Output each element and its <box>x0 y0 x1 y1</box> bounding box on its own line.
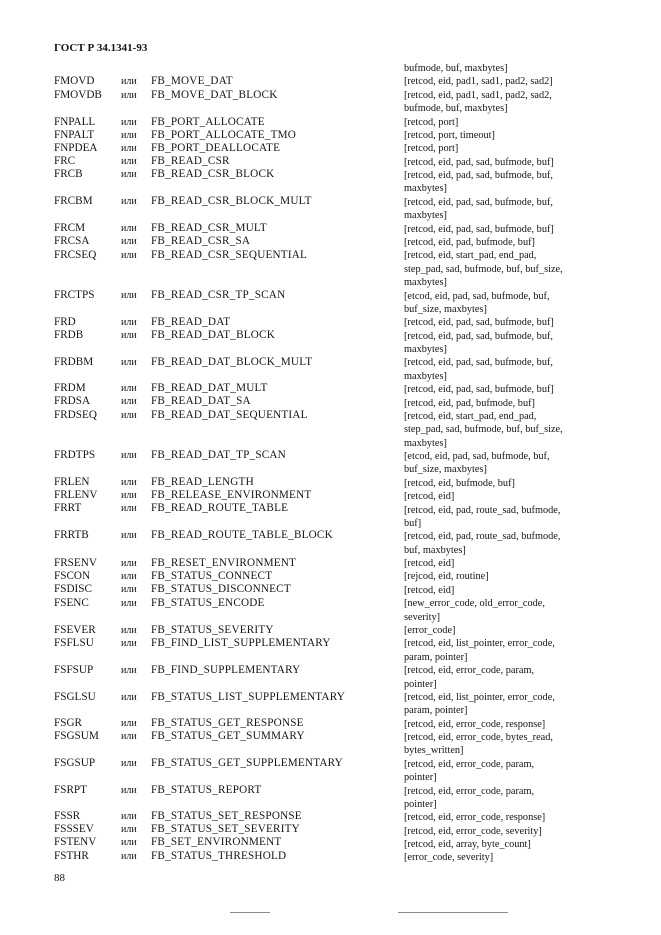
entry-abbreviation: FSFLSU <box>54 637 94 649</box>
entry-row <box>0 89 661 102</box>
entry-abbreviation: FRC <box>54 155 76 167</box>
entry-or-word: или <box>121 396 137 407</box>
argument-line: [retcod, eid, error_code, response] <box>404 718 546 730</box>
entry-row <box>0 249 661 262</box>
entry-row <box>0 116 661 129</box>
entry-function-name: FB_READ_ROUTE_TABLE_BLOCK <box>151 529 333 541</box>
entry-abbreviation: FRRTB <box>54 529 89 541</box>
entry-function-name: FB_READ_DAT_TP_SCAN <box>151 449 286 461</box>
entry-or-word: или <box>121 718 137 729</box>
entry-abbreviation: FRCSEQ <box>54 249 97 261</box>
entry-row <box>0 784 661 797</box>
bottom-rule <box>230 912 270 913</box>
entry-function-name: FB_READ_DAT_SEQUENTIAL <box>151 409 308 421</box>
argument-line: [retcod, eid, pad, sad, bufmode, buf] <box>404 223 554 235</box>
argument-line: [retcod, eid, bufmode, buf] <box>404 477 515 489</box>
entry-row <box>0 502 661 515</box>
entry-row <box>0 316 661 329</box>
entry-function-name: FB_MOVE_DAT <box>151 75 233 87</box>
entry-or-word: или <box>121 558 137 569</box>
entry-function-name: FB_READ_CSR_SEQUENTIAL <box>151 249 308 261</box>
entry-or-word: или <box>121 731 137 742</box>
argument-line: [retcod, eid, start_pad, end_pad, <box>404 410 537 422</box>
entry-function-name: FB_STATUS_DISCONNECT <box>151 583 291 595</box>
argument-line: pointer] <box>404 798 437 810</box>
entry-or-word: или <box>121 490 137 501</box>
entry-abbreviation: FRDSEQ <box>54 409 97 421</box>
entry-function-name: FB_READ_DAT_BLOCK <box>151 329 275 341</box>
entry-or-word: или <box>121 837 137 848</box>
argument-line: [retcod, eid, pad, sad, bufmode, buf] <box>404 384 554 396</box>
entry-abbreviation: FSSR <box>54 810 81 822</box>
entry-abbreviation: FRLENV <box>54 489 98 501</box>
entry-function-name: FB_READ_CSR_SA <box>151 235 251 247</box>
entry-or-word: или <box>121 90 137 101</box>
entry-or-word: или <box>121 811 137 822</box>
entry-row <box>0 557 661 570</box>
entry-or-word: или <box>121 156 137 167</box>
argument-line: bufmode, buf, maxbytes] <box>404 103 508 115</box>
argument-line: maxbytes] <box>404 210 447 222</box>
entry-function-name: FB_FIND_SUPPLEMENTARY <box>151 664 301 676</box>
argument-line: buf, maxbytes] <box>404 544 466 556</box>
entry-row <box>0 583 661 596</box>
entry-or-word: или <box>121 143 137 154</box>
argument-line: [retcod, eid, pad, sad, bufmode, buf] <box>404 156 554 168</box>
entry-function-name: FB_STATUS_REPORT <box>151 784 262 796</box>
entry-row <box>0 823 661 836</box>
entry-abbreviation: FSDISC <box>54 583 92 595</box>
entry-row <box>0 810 661 823</box>
entry-function-name: FB_SET_ENVIRONMENT <box>151 836 282 848</box>
entry-row <box>0 449 661 462</box>
argument-line: [retcod, eid, pad, bufmode, buf] <box>404 397 535 409</box>
entry-row <box>0 195 661 208</box>
argument-line: buf_size, maxbytes] <box>404 464 487 476</box>
argument-line: [retcod, eid, error_code, param, <box>404 785 535 797</box>
argument-line: [retcod, eid, array, byte_count] <box>404 839 531 850</box>
entry-row <box>0 717 661 730</box>
entry-row <box>0 395 661 408</box>
entry-row <box>0 489 661 502</box>
entry-or-word: или <box>121 785 137 796</box>
entry-function-name: FB_STATUS_SET_SEVERITY <box>151 823 300 835</box>
entry-or-word: или <box>121 665 137 676</box>
entry-or-word: или <box>121 130 137 141</box>
argument-line: [retcod, eid, start_pad, end_pad, <box>404 250 537 262</box>
argument-line: [retcod, eid, pad, sad, bufmode, buf, <box>404 170 553 181</box>
argument-line: maxbytes] <box>404 183 447 195</box>
entry-function-name: FB_READ_ROUTE_TABLE <box>151 502 289 514</box>
argument-line: [retcod, eid, error_code, param, <box>404 758 535 770</box>
argument-line: maxbytes] <box>404 344 447 355</box>
entry-abbreviation: FRCB <box>54 168 83 180</box>
entry-row <box>0 757 661 770</box>
entry-abbreviation: FSSSEV <box>54 823 94 835</box>
entry-or-word: или <box>121 477 137 488</box>
entry-abbreviation: FSGLSU <box>54 691 96 703</box>
entry-function-name: FB_PORT_DEALLOCATE <box>151 142 281 154</box>
entry-function-name: FB_READ_CSR <box>151 155 230 167</box>
entry-abbreviation: FRCM <box>54 222 86 234</box>
entry-function-name: FB_READ_DAT_SA <box>151 395 251 407</box>
entry-or-word: или <box>121 638 137 649</box>
entry-function-name: FB_STATUS_GET_RESPONSE <box>151 717 304 729</box>
argument-line: [retcod, eid] <box>404 558 455 570</box>
entry-or-word: или <box>121 851 137 862</box>
argument-line: [error_code, severity] <box>404 852 494 864</box>
entry-or-word: или <box>121 530 137 541</box>
entry-abbreviation: FRCTPS <box>54 289 95 301</box>
entry-function-name: FB_READ_DAT <box>151 316 231 328</box>
entry-abbreviation: FSCON <box>54 570 91 582</box>
entry-or-word: или <box>121 824 137 835</box>
entry-function-name: FB_READ_LENGTH <box>151 476 254 488</box>
entry-abbreviation: FRD <box>54 316 76 328</box>
entry-row <box>0 691 661 704</box>
entry-row <box>0 142 661 155</box>
entry-abbreviation: FRDTPS <box>54 449 96 461</box>
entry-row <box>0 409 661 422</box>
argument-line: [retcod, eid, error_code, bytes_read, <box>404 732 553 743</box>
entry-row <box>0 75 661 88</box>
entry-or-word: или <box>121 317 137 328</box>
entry-function-name: FB_READ_DAT_MULT <box>151 382 268 394</box>
entry-function-name: FB_READ_CSR_BLOCK <box>151 168 275 180</box>
entry-or-word: или <box>121 383 137 394</box>
argument-line: bufmode, buf, maxbytes] <box>404 63 508 74</box>
argument-line: param, pointer] <box>404 651 468 663</box>
entry-row <box>0 168 661 181</box>
entry-function-name: FB_READ_CSR_TP_SCAN <box>151 289 286 301</box>
entry-or-word: или <box>121 357 137 368</box>
argument-line: [retcod, eid, pad, bufmode, buf] <box>404 236 535 248</box>
entry-row <box>0 155 661 168</box>
entry-or-word: или <box>121 290 137 301</box>
entry-abbreviation: FRDBM <box>54 356 94 368</box>
entry-abbreviation: FRLEN <box>54 476 90 488</box>
entry-row <box>0 476 661 489</box>
entry-or-word: или <box>121 625 137 636</box>
entry-or-word: или <box>121 196 137 207</box>
argument-line: pointer] <box>404 772 437 784</box>
entry-abbreviation: FSEVER <box>54 624 96 636</box>
entry-row <box>0 850 661 863</box>
argument-line: [retcod, port] <box>404 116 459 128</box>
entry-or-word: или <box>121 236 137 247</box>
argument-line: [retcod, eid, pad, sad, bufmode, buf, <box>404 330 553 342</box>
entry-abbreviation: FRDB <box>54 329 84 341</box>
entry-abbreviation: FRRT <box>54 502 82 514</box>
entry-function-name: FB_STATUS_GET_SUPPLEMENTARY <box>151 757 343 769</box>
argument-line: maxbytes] <box>404 437 447 449</box>
entry-abbreviation: FMOVD <box>54 75 95 87</box>
argument-line: [retcod, eid, list_pointer, error_code, <box>404 691 555 703</box>
entry-or-word: или <box>121 223 137 234</box>
entry-row <box>0 329 661 342</box>
entry-function-name: FB_READ_CSR_BLOCK_MULT <box>151 195 312 207</box>
argument-line: [retcod, eid, list_pointer, error_code, <box>404 638 555 650</box>
argument-line: [retcod, eid, pad, route_sad, bufmode, <box>404 504 561 516</box>
argument-line: [rejcod, eid, routine] <box>404 571 489 583</box>
entry-or-word: или <box>121 571 137 582</box>
argument-line: [retcod, eid, error_code, param, <box>404 665 535 677</box>
entry-or-word: или <box>121 250 137 261</box>
entry-abbreviation: FSRPT <box>54 784 87 796</box>
entry-abbreviation: FNPDEA <box>54 142 98 154</box>
argument-line: bytes_written] <box>404 745 464 757</box>
entry-or-word: или <box>121 758 137 769</box>
entry-function-name: FB_STATUS_THRESHOLD <box>151 850 287 862</box>
argument-line: maxbytes] <box>404 277 447 289</box>
entry-abbreviation: FRCSA <box>54 235 90 247</box>
entry-row <box>0 570 661 583</box>
argument-line: [retcod, eid, error_code, response] <box>404 812 546 824</box>
entry-function-name: FB_RELEASE_ENVIRONMENT <box>151 489 312 501</box>
entry-or-word: или <box>121 692 137 703</box>
entry-abbreviation: FRDSA <box>54 395 91 407</box>
argument-line: [new_error_code, old_error_code, <box>404 598 545 610</box>
argument-line: [etcod, eid, pad, sad, bufmode, buf, <box>404 451 550 462</box>
entry-function-name: FB_STATUS_LIST_SUPPLEMENTARY <box>151 691 346 703</box>
entry-abbreviation: FSFSUP <box>54 664 94 676</box>
entry-function-name: FB_STATUS_CONNECT <box>151 570 273 582</box>
argument-line: [retcod, eid, pad1, sad1, pad2, sad2] <box>404 76 553 88</box>
entry-function-name: FB_FIND_LIST_SUPPLEMENTARY <box>151 637 331 649</box>
bottom-rule <box>398 912 508 913</box>
argument-line: [retcod, eid, pad, route_sad, bufmode, <box>404 531 561 543</box>
entry-row <box>0 597 661 610</box>
argument-line: buf] <box>404 517 422 529</box>
entry-or-word: или <box>121 450 137 461</box>
entry-row <box>0 289 661 302</box>
argument-line: maxbytes] <box>404 370 447 382</box>
argument-line: [retcod, eid] <box>404 584 455 596</box>
entry-function-name: FB_STATUS_SEVERITY <box>151 624 274 636</box>
document-header: ГОСТ Р 34.1341-93 <box>54 42 148 54</box>
entry-abbreviation: FSGSUP <box>54 757 96 769</box>
entry-abbreviation: FSGR <box>54 717 82 729</box>
argument-line: [retcod, eid, error_code, severity] <box>404 825 542 837</box>
entry-or-word: или <box>121 598 137 609</box>
entry-abbreviation: FNPALL <box>54 116 96 128</box>
entry-abbreviation: FSTHR <box>54 850 89 862</box>
entry-function-name: FB_STATUS_ENCODE <box>151 597 265 609</box>
entry-function-name: FB_RESET_ENVIRONMENT <box>151 557 297 569</box>
entry-abbreviation: FSENC <box>54 597 89 609</box>
entry-row <box>0 529 661 542</box>
entry-row <box>0 222 661 235</box>
argument-line: severity] <box>404 611 441 623</box>
entry-function-name: FB_READ_CSR_MULT <box>151 222 267 234</box>
entry-or-word: или <box>121 503 137 514</box>
argument-line: [retcod, eid, pad, sad, bufmode, buf, <box>404 196 553 208</box>
entry-row <box>0 730 661 743</box>
argument-line: [retcod, eid, pad, sad, bufmode, buf, <box>404 357 553 369</box>
argument-line: [etcod, eid, pad, sad, bufmode, buf, <box>404 290 550 302</box>
entry-abbreviation: FRSENV <box>54 557 97 569</box>
entry-or-word: или <box>121 584 137 595</box>
entry-row <box>0 129 661 142</box>
argument-line: pointer] <box>404 678 437 690</box>
entry-row <box>0 637 661 650</box>
argument-line: [retcod, port, timeout] <box>404 129 495 141</box>
entry-row <box>0 836 661 849</box>
entry-function-name: FB_PORT_ALLOCATE <box>151 116 265 128</box>
argument-line: [retcod, eid] <box>404 491 455 503</box>
argument-line: [retcod, eid, pad, sad, bufmode, buf] <box>404 317 554 329</box>
entry-or-word: или <box>121 330 137 341</box>
entry-or-word: или <box>121 169 137 180</box>
entry-row <box>0 624 661 637</box>
argument-line: [error_code] <box>404 625 456 636</box>
argument-line: buf_size, maxbytes] <box>404 303 487 315</box>
entry-row <box>0 235 661 248</box>
entry-row <box>0 664 661 677</box>
entry-function-name: FB_STATUS_SET_RESPONSE <box>151 810 302 822</box>
entry-or-word: или <box>121 76 137 87</box>
entry-or-word: или <box>121 117 137 128</box>
argument-line: [retcod, eid, pad1, sad1, pad2, sad2, <box>404 89 552 101</box>
argument-line: step_pad, sad, bufmode, buf, buf_size, <box>404 263 563 275</box>
entry-abbreviation: FRDM <box>54 382 86 394</box>
entry-or-word: или <box>121 410 137 421</box>
entry-function-name: FB_MOVE_DAT_BLOCK <box>151 89 278 101</box>
argument-line: param, pointer] <box>404 705 468 717</box>
entry-abbreviation: FSGSUM <box>54 730 99 742</box>
page-number: 88 <box>54 872 65 884</box>
entry-function-name: FB_READ_DAT_BLOCK_MULT <box>151 356 313 368</box>
entry-abbreviation: FRCBM <box>54 195 93 207</box>
entry-abbreviation: FMOVDB <box>54 89 102 101</box>
entry-function-name: FB_PORT_ALLOCATE_TMO <box>151 129 297 141</box>
entry-abbreviation: FSTENV <box>54 836 97 848</box>
argument-line: [retcod, port] <box>404 143 459 155</box>
entry-function-name: FB_STATUS_GET_SUMMARY <box>151 730 305 742</box>
entry-row <box>0 382 661 395</box>
entry-abbreviation: FNPALT <box>54 129 95 141</box>
entry-row <box>0 356 661 369</box>
argument-line: step_pad, sad, bufmode, buf, buf_size, <box>404 424 563 436</box>
